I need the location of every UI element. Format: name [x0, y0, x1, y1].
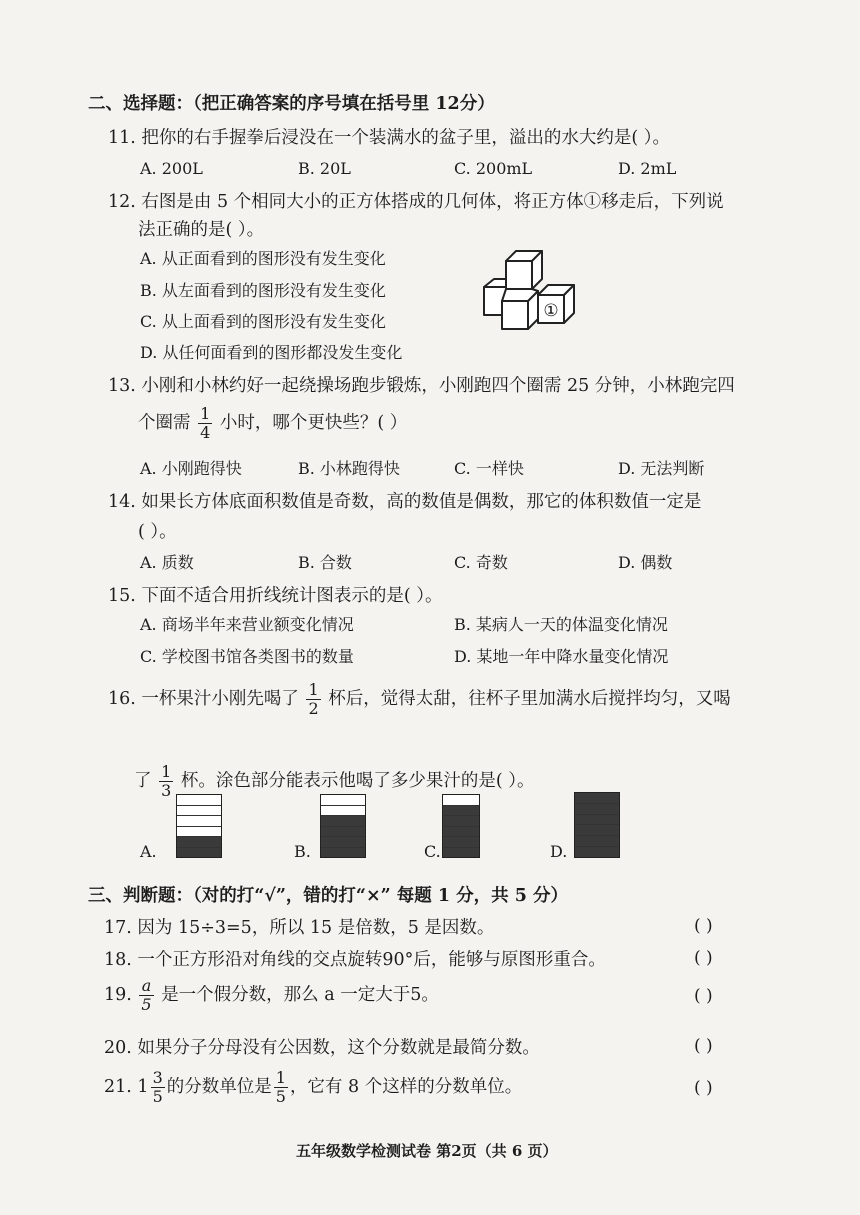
q16-cup-c	[442, 794, 480, 858]
q16-stem2-post: 杯。涂色部分能表示他喝了多少果汁的是( ）。	[180, 771, 535, 791]
q11-option-a: A. 200L	[140, 159, 203, 178]
cup-row-filled	[321, 827, 365, 838]
q15-option-b: B. 某病人一天的体温变化情况	[454, 615, 668, 634]
q16-cup-a	[176, 794, 222, 858]
q14-option-b: B. 合数	[298, 553, 352, 572]
cube-figure	[476, 245, 586, 333]
q16-option-c-label: C.	[424, 842, 441, 861]
cup-row-filled	[575, 793, 619, 804]
q20-answer-paren: ( )	[694, 1036, 713, 1056]
q17-text: 17. 因为 15÷3=5，所以 15 是倍数，5 是因数。	[104, 918, 495, 938]
q19-number: 19.	[104, 985, 132, 1005]
section-3-title: 三、判断题：（对的打“√”，错的打“×” 每题 1 分，共 5 分）	[88, 886, 568, 906]
q15-option-c: C. 学校图书馆各类图书的数量	[140, 647, 354, 666]
q11-option-c: C. 200mL	[454, 159, 533, 178]
q19-frac-numerator: a	[139, 978, 153, 996]
q14-stem-line1: 14. 如果长方体底面积数值是奇数，高的数值是偶数，那它的体积数值一定是	[108, 492, 702, 512]
q13-option-d: D. 无法判断	[618, 459, 705, 478]
cup-row-empty	[177, 816, 221, 827]
q16-stem-line1	[108, 682, 731, 717]
cup-row-filled	[177, 848, 221, 858]
q12-option-b: B. 从左面看到的图形没有发生变化	[140, 281, 386, 300]
cup-row-filled	[321, 816, 365, 827]
cup-row-empty	[321, 795, 365, 806]
q12-option-d: D. 从任何面看到的图形都没发生变化	[140, 343, 403, 362]
q11-option-b: B. 20L	[298, 159, 351, 178]
q12-option-a: A. 从正面看到的图形没有发生变化	[140, 249, 386, 268]
q16-stem-pre: 16. 一杯果汁小刚先喝了	[108, 689, 299, 709]
q14-option-a: A. 质数	[140, 553, 194, 572]
q15-stem: 15. 下面不适合用折线统计图表示的是( ）。	[108, 586, 443, 606]
q17-answer-paren: ( )	[694, 916, 713, 936]
q21-frac2-denominator: 5	[275, 1087, 286, 1106]
q13-stem-line2	[138, 406, 407, 441]
cup-row-filled	[443, 827, 479, 838]
cup-row-filled	[443, 848, 479, 858]
q13-option-b: B. 小林跑得快	[298, 459, 400, 478]
q19-fraction	[139, 978, 153, 1013]
q14-stem-line2: ( ）。	[138, 522, 177, 542]
q14-option-c: C. 奇数	[454, 553, 508, 572]
cup-row-filled	[443, 816, 479, 827]
cup-row-filled	[321, 848, 365, 858]
q21-number: 21.	[104, 1077, 132, 1097]
q21-mid: 的分数单位是	[166, 1077, 272, 1097]
cup-row-filled	[575, 804, 619, 815]
q13-frac-denominator: 4	[200, 423, 211, 442]
q21-answer-paren: ( )	[694, 1078, 713, 1098]
cup-row-empty	[177, 806, 221, 817]
q16-option-d-label: D.	[550, 842, 568, 861]
q21-frac1-numerator: 3	[152, 1068, 163, 1087]
cup-row-filled	[321, 837, 365, 848]
q14-option-d: D. 偶数	[618, 553, 673, 572]
q21-fraction-1	[151, 1070, 165, 1105]
q21-line	[104, 1070, 522, 1105]
cup-row-empty	[177, 795, 221, 806]
q21-fraction-2	[274, 1070, 288, 1105]
q16-stem2-pre: 了	[134, 771, 152, 791]
cup-row-filled	[177, 837, 221, 848]
q11-stem: 11. 把你的右手握拳后浸没在一个装满水的盆子里，溢出的水大约是( ）。	[108, 128, 671, 148]
q19-answer-paren: ( )	[694, 986, 713, 1006]
q21-post: ，它有 8 个这样的分数单位。	[289, 1077, 523, 1097]
q13-stem-pre: 个圈需	[138, 413, 191, 433]
q16-cup-d	[574, 792, 620, 858]
q12-option-c: C. 从上面看到的图形没有发生变化	[140, 312, 386, 331]
q16-frac2-denominator: 3	[161, 781, 172, 800]
q16-fraction-2	[159, 764, 173, 799]
q18-text: 18. 一个正方形沿对角线的交点旋转90°后，能够与原图形重合。	[104, 950, 606, 970]
q19-line	[104, 978, 439, 1013]
q18-answer-paren: ( )	[694, 948, 713, 968]
q16-option-a-label: A.	[140, 842, 157, 861]
page-footer: 五年级数学检测试卷 第2页（共 6 页）	[296, 1142, 558, 1160]
q21-frac2-numerator: 1	[275, 1068, 286, 1087]
q21-frac1-denominator: 5	[152, 1087, 163, 1106]
q16-frac2-numerator: 1	[161, 762, 172, 781]
q19-frac-denominator: 5	[141, 995, 152, 1014]
q19-text: 是一个假分数，那么 a 一定大于5。	[161, 985, 439, 1005]
cup-row-filled	[575, 847, 619, 857]
cup-row-filled	[575, 815, 619, 826]
q12-stem-line1: 12. 右图是由 5 个相同大小的正方体搭成的几何体，将正方体①移走后，下列说	[108, 192, 724, 212]
q16-frac1-numerator: 1	[308, 680, 319, 699]
q13-frac-numerator: 1	[200, 404, 211, 423]
q20-text: 20. 如果分子分母没有公因数，这个分数就是最简分数。	[104, 1038, 540, 1058]
cup-row-filled	[443, 837, 479, 848]
q16-stem-mid: 杯后，觉得太甜，往杯子里加满水后搅拌均匀，又喝	[328, 689, 731, 709]
cup-row-empty	[177, 827, 221, 838]
q12-stem-line2: 法正确的是( ）。	[138, 220, 265, 240]
q16-cup-b	[320, 794, 366, 858]
q13-fraction	[198, 406, 212, 441]
q13-stem-post: 小时，哪个更快些？( ）	[219, 413, 408, 433]
q21-whole: 1	[137, 1077, 149, 1097]
q16-fraction-1	[306, 682, 320, 717]
q13-option-a: A. 小刚跑得快	[140, 459, 242, 478]
q15-option-d: D. 某地一年中降水量变化情况	[454, 647, 669, 666]
cup-row-filled	[443, 806, 479, 817]
q16-option-b-label: B.	[294, 842, 311, 861]
cup-row-filled	[575, 825, 619, 836]
cup-row-empty	[443, 795, 479, 806]
q11-option-d: D. 2mL	[618, 159, 677, 178]
q13-stem-line1: 13. 小刚和小林约好一起绕操场跑步锻炼，小刚跑四个圈需 25 分钟，小林跑完四	[108, 376, 735, 396]
q15-option-a: A. 商场半年来营业额变化情况	[140, 615, 354, 634]
section-2-title: 二、选择题：（把正确答案的序号填在括号里 12分）	[88, 94, 495, 114]
q16-frac1-denominator: 2	[308, 699, 319, 718]
q13-option-c: C. 一样快	[454, 459, 524, 478]
cup-row-filled	[575, 836, 619, 847]
cup-row-empty	[321, 806, 365, 817]
cube-1-label: ①	[543, 301, 559, 321]
